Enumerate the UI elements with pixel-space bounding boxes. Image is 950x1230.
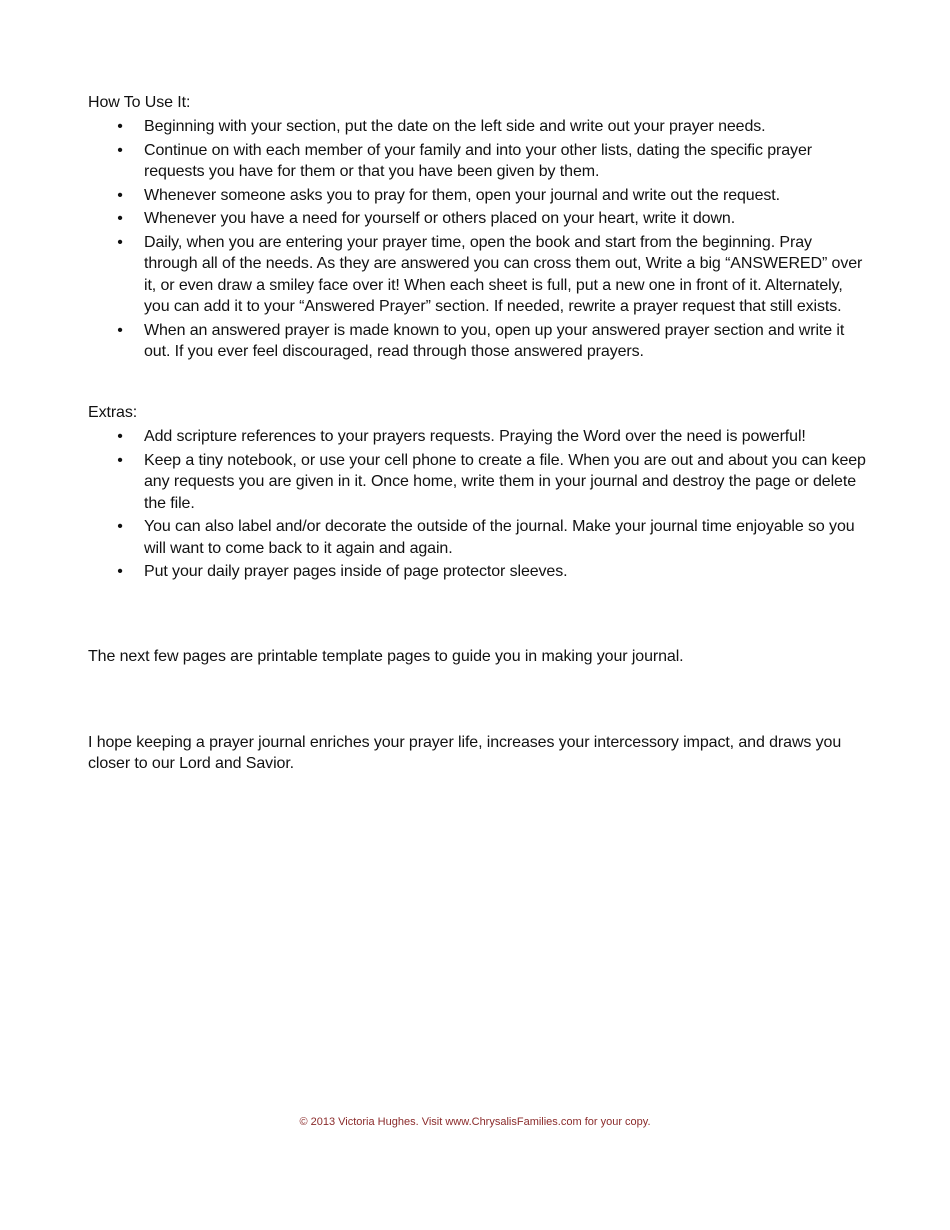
list-item: • Beginning with your section, put the date on the left side and write out your prayer needs. bbox=[88, 116, 868, 138]
list-item: • Whenever you have a need for yourself or others placed on your heart, write it down. bbox=[88, 208, 868, 230]
templates-note: The next few pages are printable template pages to guide you in making your journal. bbox=[88, 648, 684, 665]
bullet-icon: • bbox=[117, 233, 123, 251]
bullet-icon: • bbox=[117, 563, 123, 580]
copyright-footer: © 2013 Victoria Hughes. Visit www.ChrysalisFamilies.com for your copy. bbox=[299, 1116, 651, 1128]
list-item: • Put your daily prayer pages inside of page protector sleeves. bbox=[88, 561, 868, 583]
list-item: • You can also label and/or decorate the outside of the journal. Make your journal time enjoyable so you will want to come back to it again and again. bbox=[88, 516, 868, 559]
extras-list bbox=[88, 426, 868, 585]
bullet-icon: • bbox=[117, 451, 123, 469]
how-to-heading: How To Use It: bbox=[88, 94, 191, 111]
closing-paragraph: I hope keeping a prayer journal enriches your prayer life, increases your intercessory impact, and draws you closer to our Lord and Savior. bbox=[88, 734, 842, 772]
list-item: • Add scripture references to your prayers requests. Praying the Word over the need is powerful! bbox=[88, 426, 868, 448]
bullet-icon: • bbox=[117, 210, 123, 227]
list-item: • Whenever someone asks you to pray for them, open your journal and write out the request. bbox=[88, 185, 868, 207]
how-to-list bbox=[88, 116, 868, 365]
bullet-icon: • bbox=[117, 428, 123, 445]
bullet-icon: • bbox=[117, 141, 123, 159]
bullet-icon: • bbox=[117, 321, 123, 339]
list-item: • When an answered prayer is made known to you, open up your answered prayer section and write it out. If you ever feel discouraged, read through those answered prayers. bbox=[88, 320, 868, 363]
bullet-icon: • bbox=[117, 118, 123, 135]
list-item: • Keep a tiny notebook, or use your cell phone to create a file. When you are out and about you can keep any requests you are given in it. Once home, write them in your journal and destroy the page or delete the file. bbox=[88, 450, 868, 515]
extras-heading: Extras: bbox=[88, 404, 138, 421]
bullet-icon: • bbox=[117, 186, 123, 204]
list-item: • Daily, when you are entering your prayer time, open the book and start from the beginning. Pray through all of the needs. As they are answered you can cross them out, Write a big “ANSWERED” over it, or even draw a smiley face over it! When each sheet is full, put a new one in front of it. Alternately, you can add it to your “Answered Prayer” section. If needed, rewrite a prayer request that still exists. bbox=[88, 232, 868, 318]
bullet-icon: • bbox=[117, 518, 123, 535]
list-item: • Continue on with each member of your family and into your other lists, dating the specific prayer requests you have for them or that you have been given by them. bbox=[88, 140, 868, 183]
